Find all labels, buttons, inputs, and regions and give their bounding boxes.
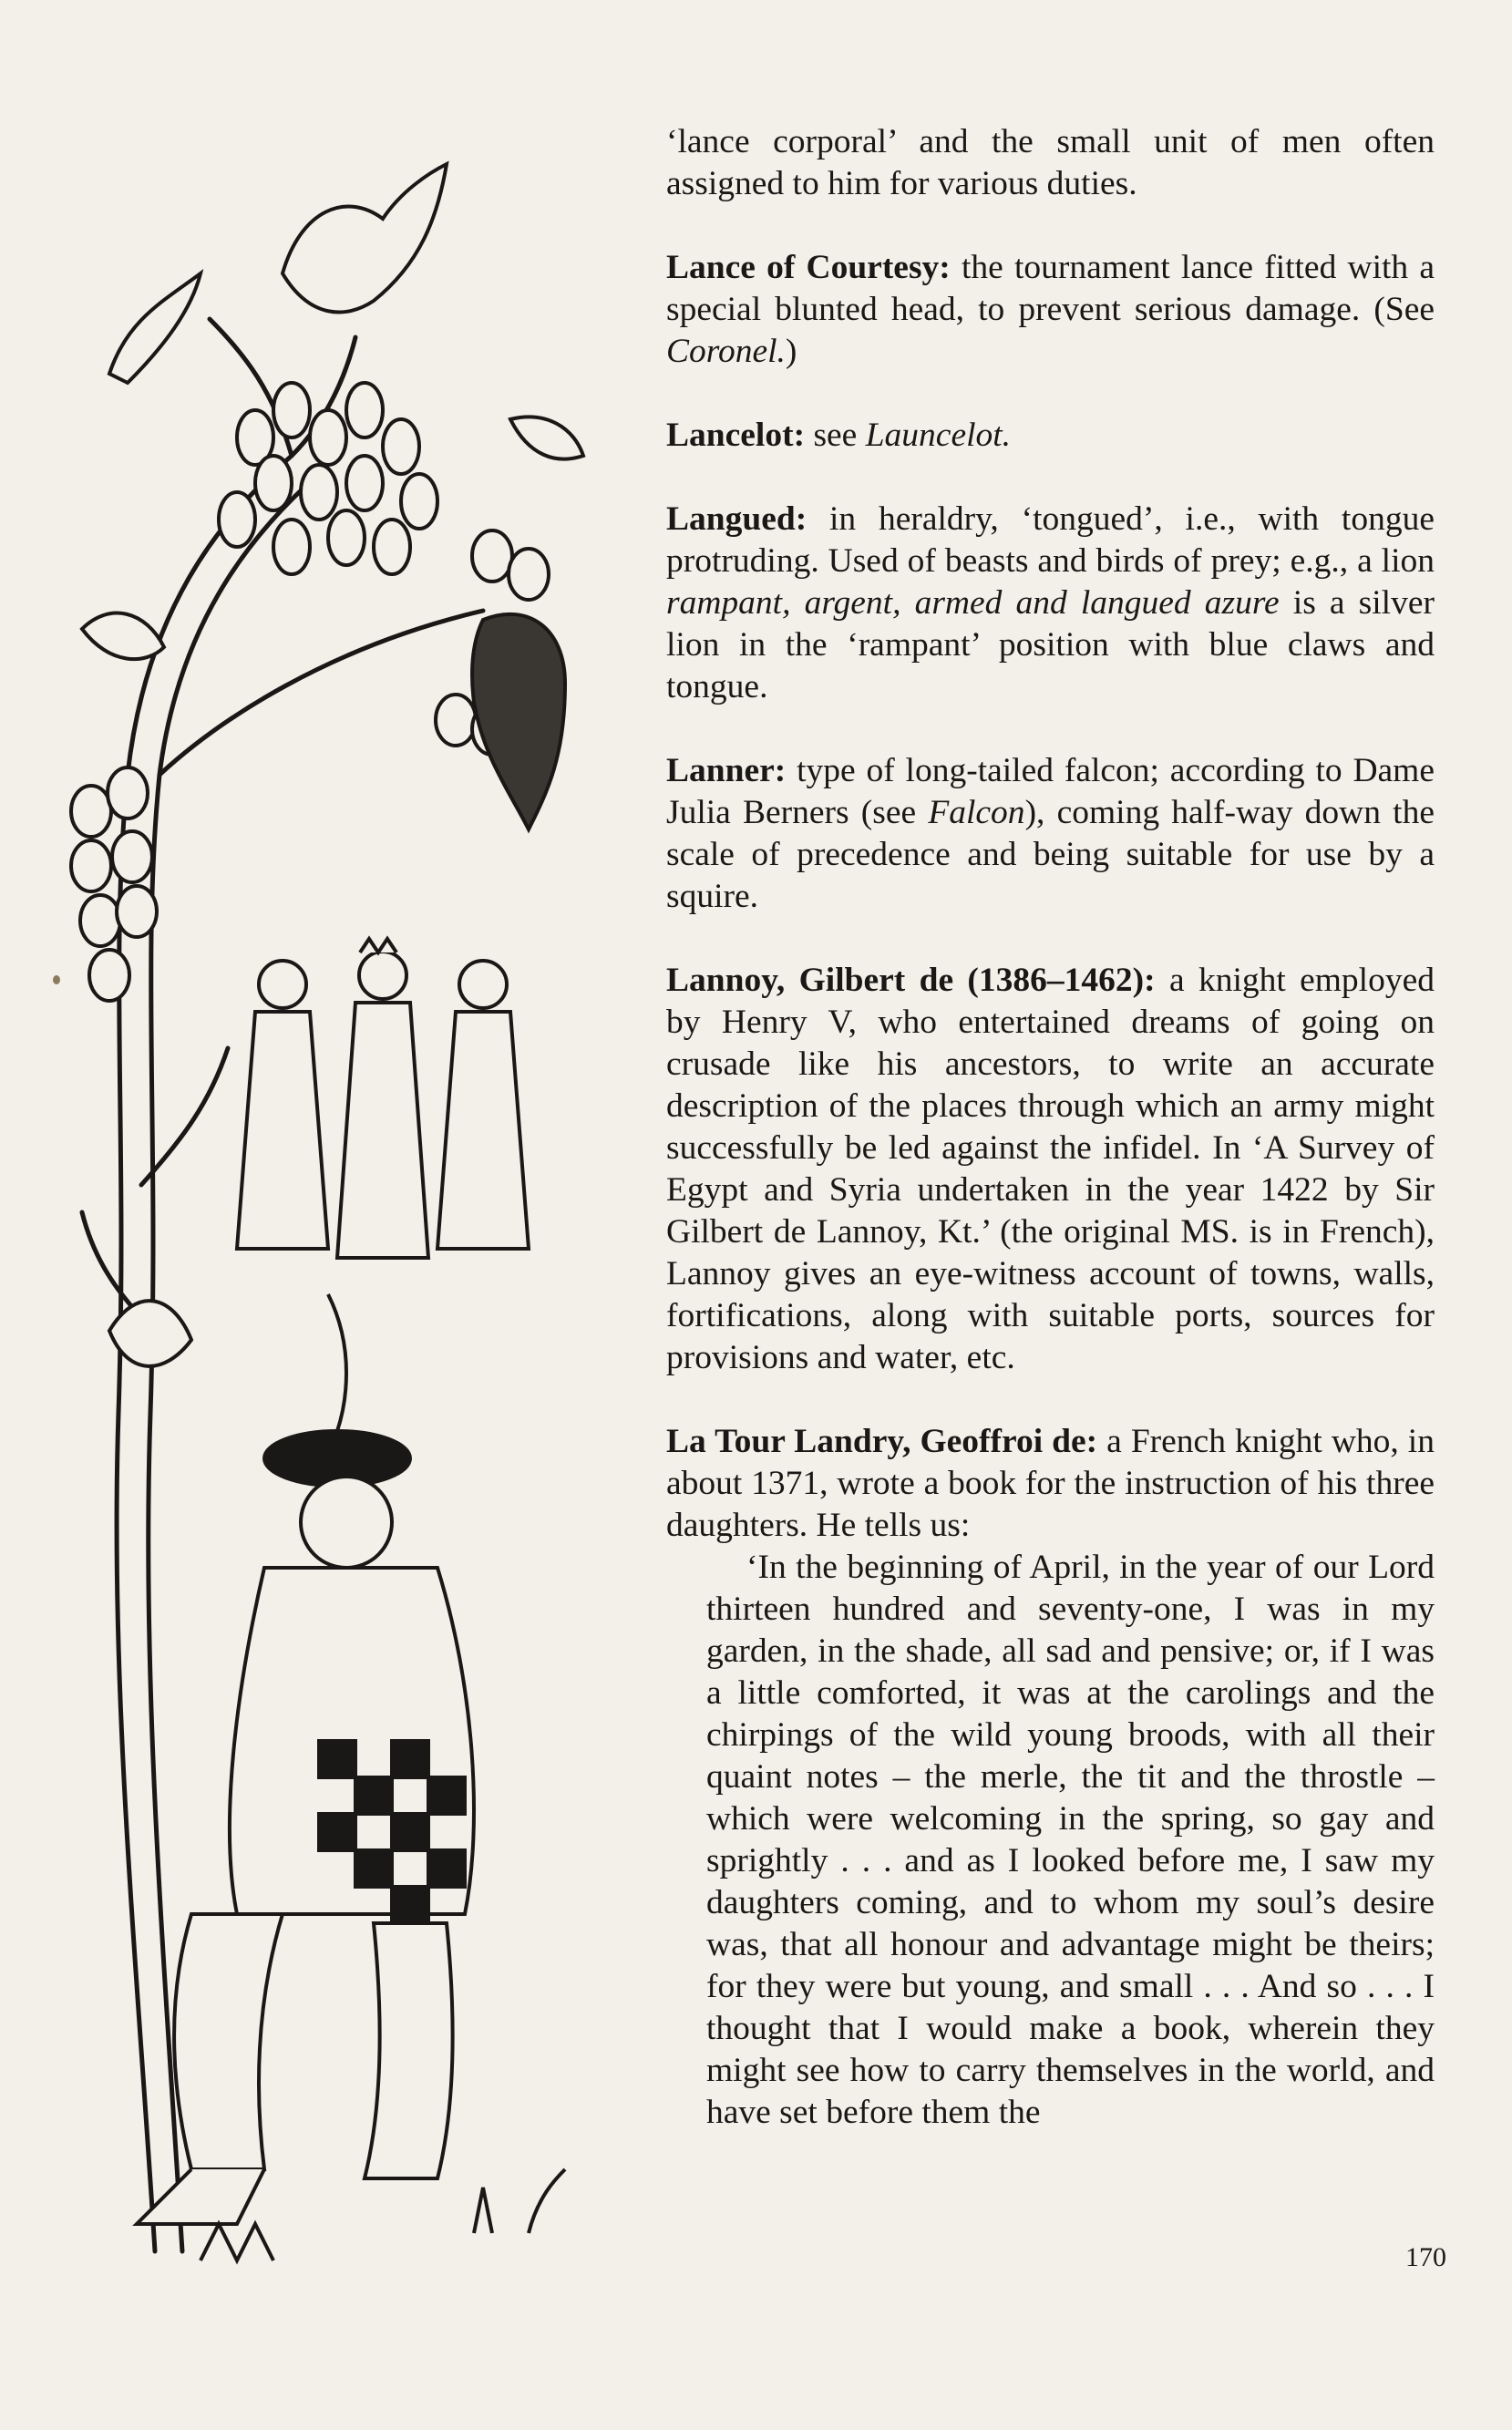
entry-term: Lanner: <box>666 752 787 789</box>
entry-term: Lance of Courtesy: <box>666 249 951 286</box>
entry-text: a French knight who, in about 1371, wrote a book for the instruction of his three daughters. He tells us: <box>666 1423 1435 1544</box>
entry-text: a knight employed by Henry V, who entertained dreams of going on crusade like his ancestors, to write an accurate description of the places through which an army might successfully be led against the infidel. In ‘A Survey of Egypt and Syria undertaken in the year 1422 by Sir Gilbert de Lannoy, Kt.’ (the original MS. is in French), Lannoy gives an eye-witness account of towns, walls, fortifications, along with suitable ports, sources for provisions and water, etc. <box>666 962 1435 1376</box>
cross-reference: Falcon <box>928 794 1025 831</box>
heraldic-blazon: rampant, argent, armed and langued azure <box>666 584 1280 622</box>
entry-text: is a silver lion in the ‘rampant’ position with blue claws and tongue. <box>666 584 1435 705</box>
entry-term: Langued: <box>666 500 807 538</box>
bird-icon <box>510 417 583 458</box>
entry-langued <box>666 499 1435 708</box>
paper-speck <box>53 975 60 984</box>
medieval-tree-illustration <box>55 137 620 2288</box>
continuation-paragraph: ‘lance corporal’ and the small unit of men often assigned to him for various duties. <box>666 123 1435 202</box>
leaf-cluster-left <box>71 767 157 1001</box>
entry-text: the tournament lance fitted with a special blunted head, to prevent serious damage. (See <box>666 249 1435 328</box>
entry-lance-of-courtesy <box>666 247 1435 373</box>
entry-term: Lancelot: <box>666 417 806 454</box>
entries-column <box>666 121 1435 2134</box>
entry-la-tour-landry <box>666 1421 1435 1547</box>
three-maidens <box>237 939 529 1258</box>
cross-reference: Coronel. <box>666 333 786 370</box>
tree-branch <box>159 611 483 775</box>
entry-text: type of long-tailed falcon; according to Dame Julia Berners (see <box>666 752 1435 831</box>
entry-text: in heraldry, ‘tongued’, i.e., with tongue protruding. Used of beasts and birds of prey; e.g., a lion <box>666 500 1435 580</box>
bird-icon <box>109 273 201 383</box>
falcon-icon <box>472 614 565 829</box>
quotation-block: ‘In the beginning of April, in the year of our Lord thirteen hundred and seventy-one, I was in my garden, in the shade, all sad and pensive; or, if I was a little comforted, it was at the carolings and the chirpings of the wild young broods, with all their quaint notes – the merle, the tit and the throstle – which were welcoming in the spring, so gay and sprightly . . . and as I looked before me, I saw my daughters coming, and to whom my soul’s desire was, that all honour and advantage might be theirs; for they were but young, and small . . . And so . . . I thought that I would make a book, wherein they might see how to carry themselves in the world, and have set before them the <box>706 1549 1435 2131</box>
seated-pensive-man <box>137 1294 474 2224</box>
entry-lancelot <box>666 415 1435 457</box>
page-number: 170 <box>1405 2242 1446 2272</box>
eagle-icon <box>283 164 447 312</box>
entry-text: see <box>805 417 866 454</box>
cross-reference: Launcelot. <box>865 417 1012 454</box>
entry-term: La Tour Landry, Geoffroi de: <box>666 1423 1098 1460</box>
bird-icon <box>82 613 164 660</box>
entry-text: ) <box>785 333 797 370</box>
entry-lannoy <box>666 960 1435 1379</box>
entry-term: Lannoy, Gilbert de (1386–1462): <box>666 962 1156 999</box>
entry-text: ), coming half-way down the scale of precedence and being suitable for use by a squire. <box>666 794 1435 915</box>
entry-lanner <box>666 750 1435 918</box>
